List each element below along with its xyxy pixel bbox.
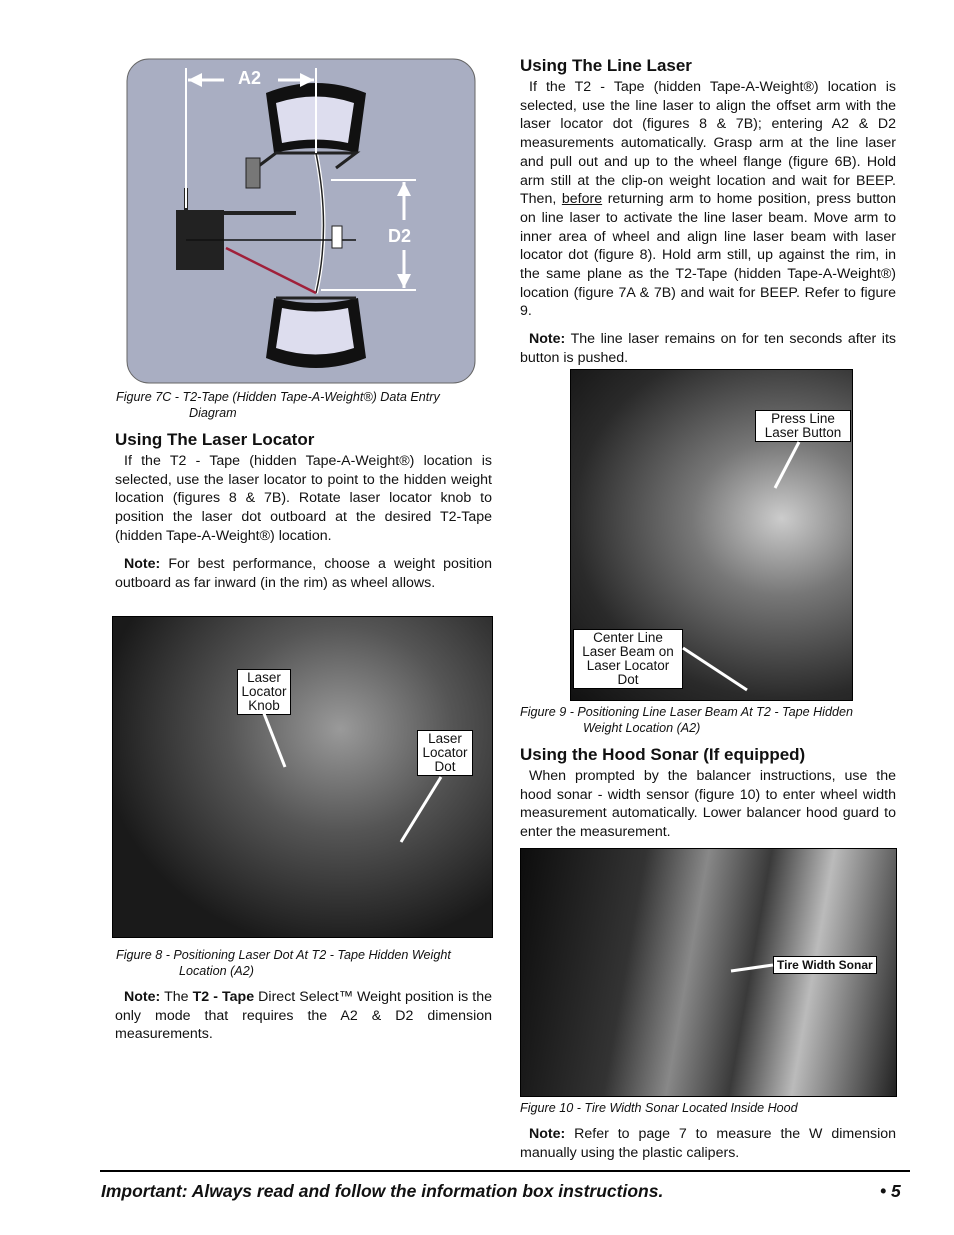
hood-sonar-heading: Using the Hood Sonar (If equipped) — [520, 745, 806, 764]
laser-locator-body: If the T2 - Tape (hidden Tape-A-Weight®) location is selected, use the laser locator to point to the hidden weight location (figures 8 & 7B). Rotate laser locator knob to position the laser dot outboard at the desired T2-Tape (hidden Tape-A-Weight®) location. — [115, 453, 492, 544]
figure-7c-caption — [116, 389, 493, 421]
w-dimension-note — [520, 1125, 896, 1162]
figure-7c-diagram — [126, 58, 476, 384]
note-label: Note: — [529, 1126, 566, 1142]
figure-8-photo — [112, 616, 493, 938]
page-number: • 5 — [880, 1181, 901, 1201]
line-laser-note — [520, 330, 896, 367]
note-text: Direct Select™ Weight position is the only mode that requires the A2 & D2 dimension measurements. — [115, 989, 492, 1043]
caption-line: Location (A2) — [179, 964, 254, 978]
t2-note — [115, 988, 492, 1044]
label-tire-width-sonar: Tire Width Sonar — [773, 956, 877, 974]
label-laser-locator-dot: Laser Locator Dot — [417, 730, 473, 776]
label-a2: A2 — [238, 68, 262, 88]
caption-line: Weight Location (A2) — [583, 721, 701, 735]
caption-line: Figure 9 - Positioning Line Laser Beam At T2 - Tape Hidden — [520, 705, 853, 719]
footer-text: Important: Always read and follow the information box instructions. — [101, 1181, 664, 1201]
note-text: Refer to page 7 to measure the W dimension manually using the plastic calipers. — [520, 1126, 896, 1161]
label-center-line-laser-beam: Center Line Laser Beam on Laser Locator Dot — [573, 629, 683, 689]
note-label: Note: — [124, 556, 161, 572]
footer-divider — [100, 1170, 910, 1172]
line-laser-heading: Using The Line Laser — [520, 56, 692, 75]
note-text: For best performance, choose a weight position outboard as far inward (in the rim) as wheel allows. — [115, 556, 492, 591]
laser-locator-note — [115, 555, 492, 592]
note-text: The — [160, 989, 193, 1005]
note-label: Note: — [529, 331, 566, 347]
body-text: returning arm to home position, press button on line laser to activate the line laser beam. Move arm to inner area of wheel and align line laser beam with laser locator dot (figure 8). Hold arm still, up against the rim, in the same plane as the T2-Tape (hidden Tape-A-Weight®) location (figure 7A & 7B) and wait for BEEP. Refer to figure 9. — [520, 191, 896, 320]
note-text: The line laser remains on for ten seconds after its button is pushed. — [520, 331, 896, 366]
laser-locator-heading: Using The Laser Locator — [115, 430, 315, 449]
caption-line: Diagram — [189, 406, 237, 420]
figure-9-caption — [520, 704, 898, 736]
figure-8-caption — [116, 947, 493, 979]
caption-line: Figure 7C - T2-Tape (Hidden Tape-A-Weight®) Data Entry — [116, 390, 440, 404]
body-underline: before — [561, 191, 603, 208]
figure-9-photo — [570, 369, 853, 701]
figure-10-caption: Figure 10 - Tire Width Sonar Located Inside Hood — [520, 1101, 798, 1115]
note-label: Note: — [124, 989, 161, 1005]
label-laser-locator-knob: Laser Locator Knob — [237, 669, 291, 715]
label-press-line-laser-button: Press Line Laser Button — [755, 410, 851, 442]
hood-sonar-body: When prompted by the balancer instructions, use the hood sonar - width sensor (figure 10) to enter wheel width measurement automatically. Lower balancer hood guard to enter the measurement. — [520, 768, 896, 841]
figure-10-photo — [520, 848, 897, 1097]
note-bold: T2 - Tape — [192, 989, 255, 1005]
body-text: If the T2 - Tape (hidden Tape-A-Weight®) location is selected, use the line laser to align the offset arm with the laser locator dot (figures 8 & 7B); entering A2 & D2 measurements automatically. Grasp arm at the line laser and pull out and up to the wheel flange (figure 6B). Hold arm still at the clip-on weight location and wait for BEEP. Then, — [520, 79, 896, 208]
label-d2: D2 — [388, 226, 412, 246]
caption-line: Figure 8 - Positioning Laser Dot At T2 - Tape Hidden Weight — [116, 948, 451, 962]
line-laser-body — [520, 78, 896, 321]
